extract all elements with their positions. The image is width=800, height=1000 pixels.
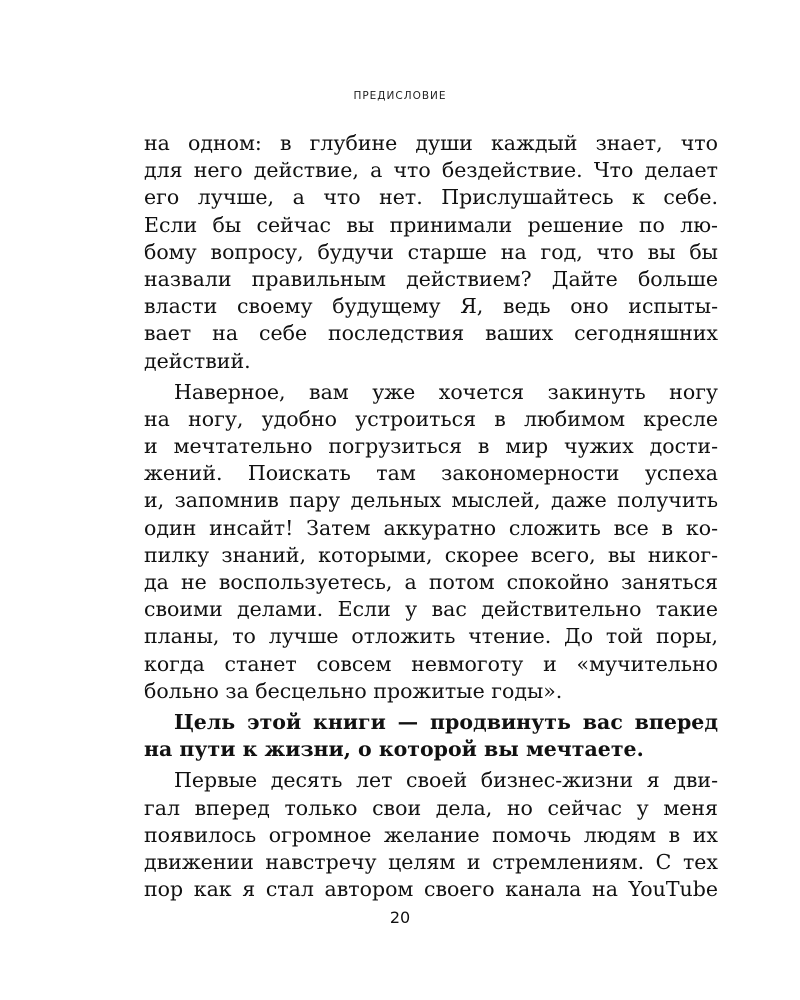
running-head: ПРЕДИСЛОВИЕ [353,90,447,102]
paragraph [144,379,718,705]
text-line: для него действие, а что бездействие. Что делает [144,158,718,183]
text-line: движении навстречу целям и стремлениям. С тех [144,849,718,874]
page-number: 20 [389,908,411,927]
text-line: один инсайт! Затем аккуратно сложить все в ко- [144,515,718,540]
text-line: бому вопросу, будучи старше на год, что вы бы [144,239,718,264]
text-line: и, запомнив пару дельных мыслей, даже получить [144,488,718,513]
text-line: планы, то лучше отложить чтение. До той поры, [144,624,718,649]
text-line: на одном: в глубине души каждый знает, что [144,131,718,155]
text-line: жений. Поискать там закономерности успеха [144,461,718,486]
text-line: да не воспользуетесь, а потом спокойно заняться [144,570,718,594]
text-line: назвали правильным действием? Дайте больше [144,266,718,291]
text-line: действий. [144,348,251,373]
paragraph [144,130,718,375]
text-line: пилку знаний, которыми, скорее всего, вы никог- [144,542,718,567]
text-line: своими делами. Если у вас действительно такие [144,597,718,622]
text-line: появилось огромное желание помочь людям в их [144,822,718,847]
text-line: вает на себе последствия ваших сегодняшних [144,321,718,346]
text-line: Наверное, вам уже хочется закинуть ногу [174,379,718,404]
text-line: когда станет совсем невмоготу и «мучительно [144,651,718,676]
text-line: Цель этой книги — продвинуть вас вперед [174,709,718,734]
text-line: на ногу, удобно устроиться в любимом кресле [144,406,718,431]
text-line: Если бы сейчас вы принимали решение по лю- [144,212,718,237]
body-text [144,130,718,903]
text-line: и мечтательно погрузиться в мир чужих дости- [144,434,718,459]
paragraph [144,767,718,903]
text-line: Первые десять лет своей бизнес-жизни я дви- [174,768,718,793]
text-line: больно за бесцельно прожитые годы». [144,678,563,703]
bold-statement [144,709,718,763]
text-line: пор как я стал автором своего канала на YouTube [144,877,718,902]
text-line: его лучше, а что нет. Прислушайтесь к себе. [144,185,718,210]
text-line: власти своему будущему Я, ведь оно испыты- [144,294,718,319]
text-line: гал вперед только свои дела, но сейчас у меня [144,795,718,820]
text-line: на пути к жизни, о которой вы мечтаете. [144,737,644,762]
